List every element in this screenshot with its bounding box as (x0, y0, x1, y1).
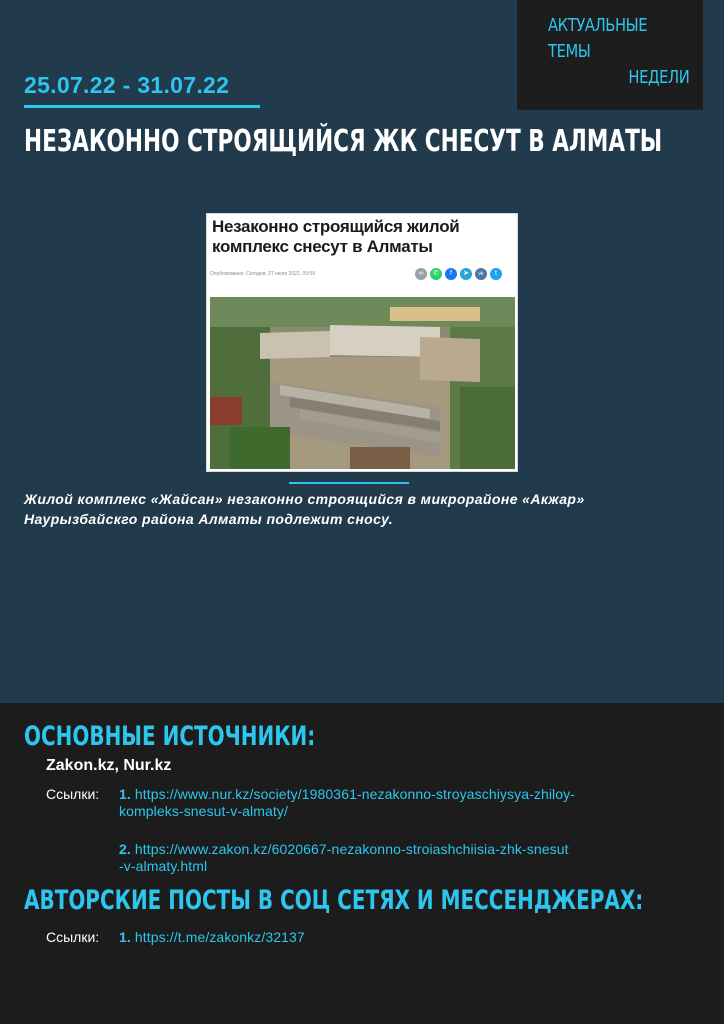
source-link-2-url-cont[interactable]: -v-almaty.html (119, 858, 208, 874)
whatsapp-icon[interactable]: ✆ (430, 268, 442, 280)
facebook-icon[interactable]: f (445, 268, 457, 280)
caption-divider (289, 482, 409, 484)
social-link-1-url[interactable]: https://t.me/zakonkz/32137 (134, 929, 305, 945)
sources-title: ОСНОВНЫЕ ИСТОЧНИКИ: (24, 721, 316, 752)
weekly-topics-badge (517, 0, 703, 110)
social-links-label: Ссылки: (46, 929, 100, 945)
link-icon[interactable]: ∞ (415, 268, 427, 280)
date-underline (24, 105, 260, 108)
source-link-1-url-cont[interactable]: kompleks-snesut-v-almaty/ (119, 803, 288, 819)
share-icons (415, 268, 502, 280)
date-range: 25.07.22 - 31.07.22 (24, 72, 230, 98)
article-caption: Жилой комплекс «Жайсан» незаконно строящийся в микрорайоне «Акжар» Наурызбайскго района Алматы подлежит сносу. (24, 491, 585, 527)
twitter-icon[interactable]: t (490, 268, 502, 280)
page-title: НЕЗАКОННО СТРОЯЩИЙСЯ ЖК СНЕСУТ В АЛМАТЫ (24, 124, 663, 159)
article-meta: Опубликовано: Сегодня, 27 июля 2022, 09:59 (210, 271, 315, 277)
article-title: Незаконно строящийся жилой комплекс снесут в Алматы (212, 217, 460, 256)
source-link-1[interactable] (119, 786, 679, 820)
social-link-1[interactable] (119, 929, 679, 946)
source-link-1-num: 1. (119, 786, 131, 802)
sources-links-label: Ссылки: (46, 786, 100, 802)
article-screenshot (206, 213, 518, 472)
source-link-1-url[interactable]: https://www.nur.kz/society/1980361-nezakonno-stroyaschiysya-zhiloy- (134, 786, 576, 802)
badge-line-2: НЕДЕЛИ (628, 67, 689, 88)
social-link-1-num: 1. (119, 929, 131, 945)
vk-icon[interactable]: vk (475, 268, 487, 280)
badge-line-1: АКТУАЛЬНЫЕ ТЕМЫ (547, 15, 648, 62)
aerial-photo-illustration (210, 297, 515, 469)
construction-site-photo (210, 297, 515, 469)
source-link-2[interactable] (119, 841, 679, 875)
sources-outlets: Zakon.kz, Nur.kz (46, 757, 172, 774)
source-link-2-num: 2. (119, 841, 131, 857)
source-link-2-url[interactable]: https://www.zakon.kz/6020667-nezakonno-stroiashchiisia-zhk-snesut (134, 841, 569, 857)
social-posts-title: АВТОРСКИЕ ПОСТЫ В СОЦ СЕТЯХ И МЕССЕНДЖЕРАХ: (24, 885, 644, 916)
telegram-icon[interactable]: ➤ (460, 268, 472, 280)
